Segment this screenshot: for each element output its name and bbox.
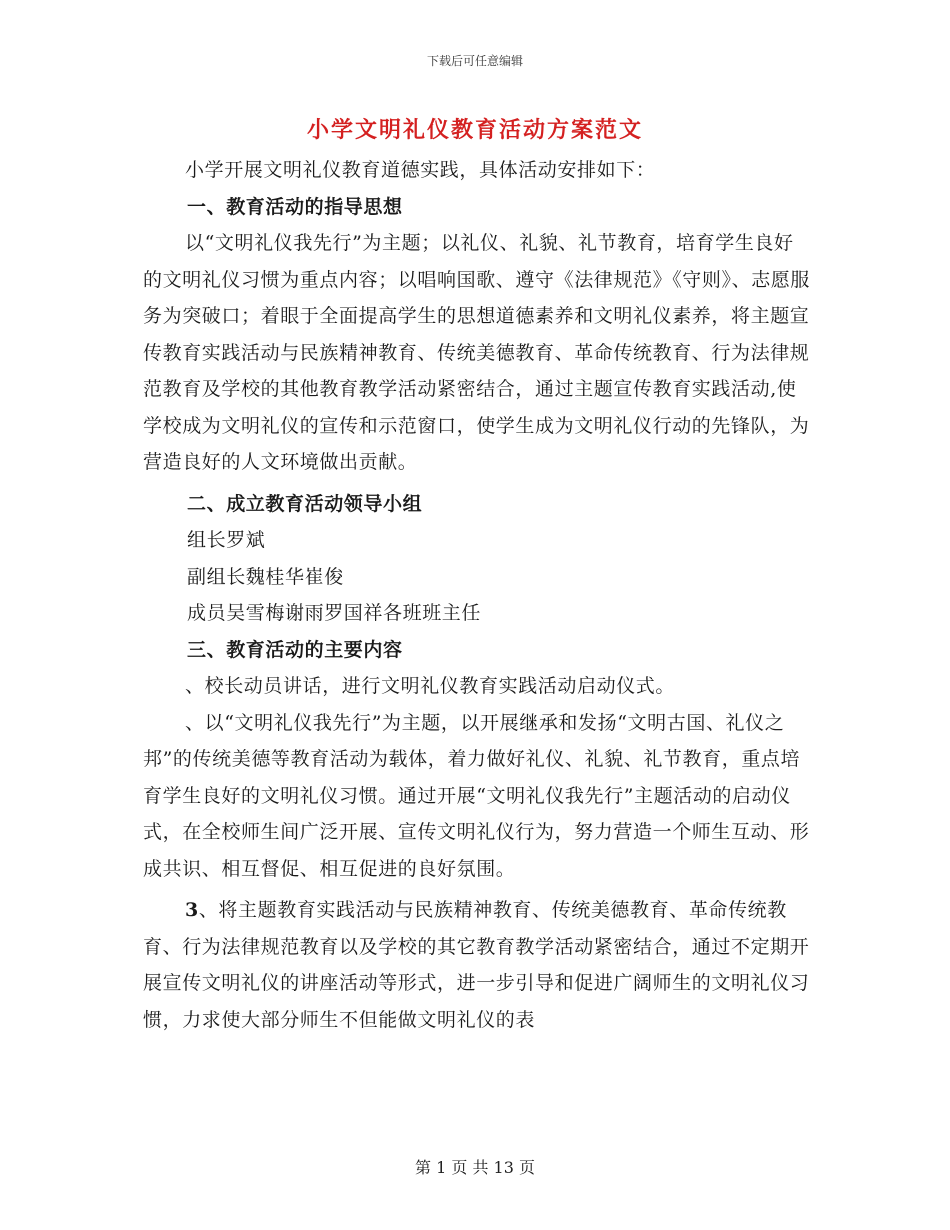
group-members: 成员吴雪梅谢雨罗国祥各班班主任 — [187, 602, 482, 624]
intro-paragraph: 小学开展文明礼仪教育道德实践，具体活动安排如下： — [185, 159, 656, 181]
group-leader: 组长罗斌 — [187, 529, 266, 551]
group-deputy: 副组长魏桂华崔俊 — [187, 565, 344, 588]
page-header-note: 下载后可任意编辑 — [426, 54, 523, 68]
content-item-3 — [143, 892, 811, 1038]
page-footer: 第 1 页 共 13 页 — [415, 1158, 535, 1177]
content-item-3-text: 、将主题教育实践活动与民族精神教育、传统美德教育、革命传统教育、行为法律规范教育以及学校的其它教育教学活动紧密结合，通过不定期开展宣传文明礼仪的讲座活动等形式，进一步引导和促进广阔师生的文明礼仪习惯，力求使大部分师生不但能做文明礼仪的表 — [143, 899, 810, 1031]
content-item-2: 、以“文明礼仪我先行”为主题，以开展继承和发扬“文明古国、礼仪之邦”的传统美德等教育活动为载体，着力做好礼仪、礼貌、礼节教育，重点培育学生良好的文明礼仪习惯。通过开展“文明礼仪我先行”主题活动的启动仪式，在全校师生间广泛开展、宣传文明礼仪行为，努力营造一个师生互动、形成共识、相互督促、相互促进的良好氛围。 — [143, 711, 810, 880]
section3-heading: 三、教育活动的主要内容 — [187, 638, 403, 661]
document-title: 小学文明礼仪教育活动方案范文 — [306, 118, 643, 143]
section1-paragraph: 以“文明礼仪我先行”为主题；以礼仪、礼貌、礼节教育，培育学生良好的文明礼仪习惯为重点内容；以唱响国歌、遵守《法律规范》《守则》、志愿服务为突破口；着眼于全面提高学生的思想道德素养和文明礼仪素养，将主题宣传教育实践活动与民族精神教育、传统美德教育、革命传统教育、行为法律规范教育及学校的其他教育教学活动紧密结合，通过主题宣传教育实践活动,使学校成为文明礼仪的宣传和示范窗口，使学生成为文明礼仪行动的先锋队，为营造良好的人文环境做出贡献。 — [143, 232, 811, 473]
document-body — [143, 152, 811, 1038]
section1-heading: 一、教育活动的指导思想 — [187, 195, 403, 218]
section2-heading: 二、成立教育活动领导小组 — [187, 492, 423, 515]
item-number: 3 — [185, 899, 199, 921]
content-item-1: 、校长动员讲话，进行文明礼仪教育实践活动启动仪式。 — [185, 675, 676, 697]
